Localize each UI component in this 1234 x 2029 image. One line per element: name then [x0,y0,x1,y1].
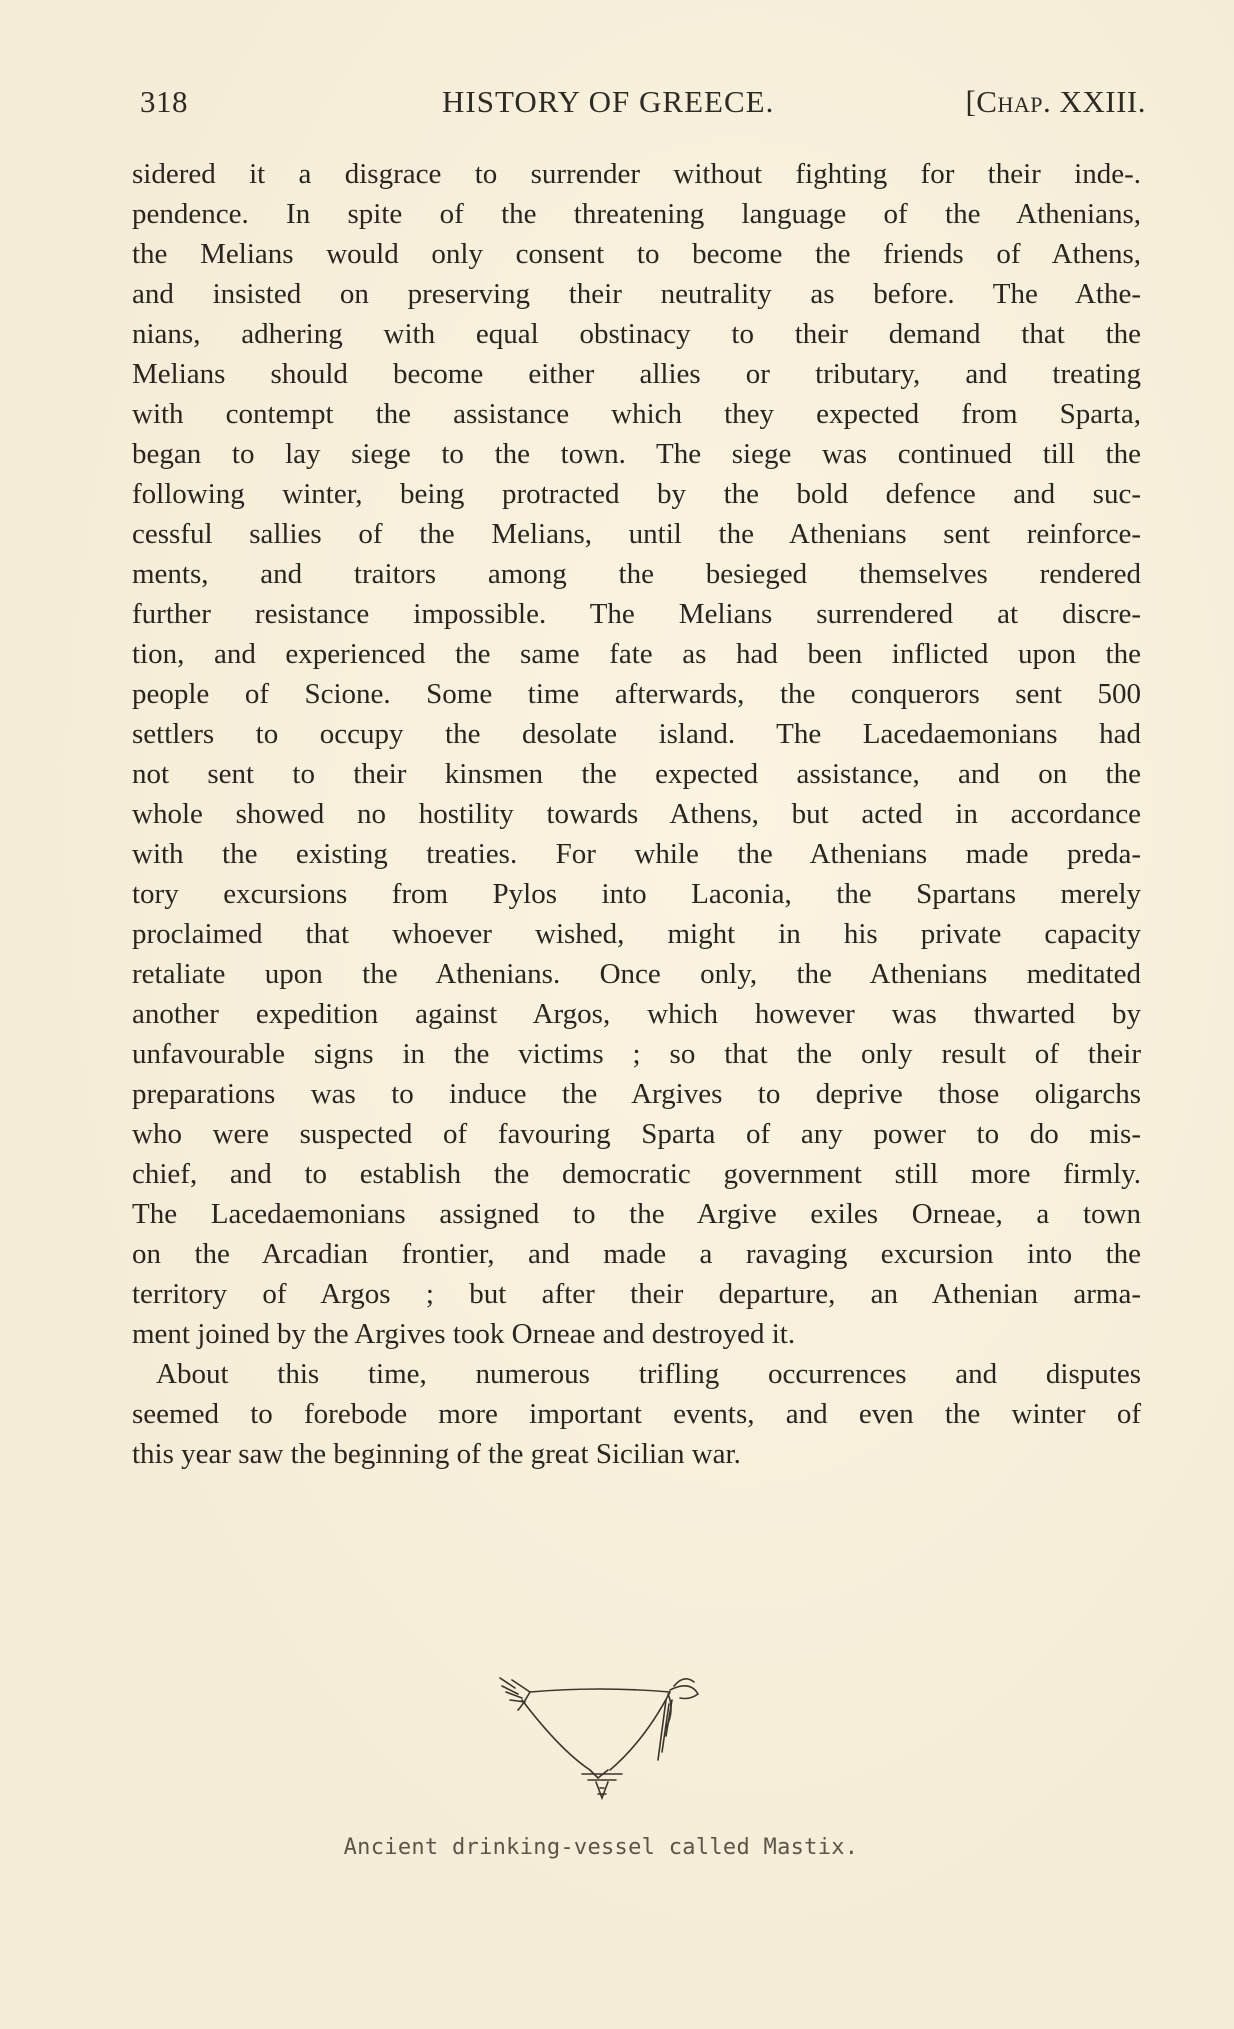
text-line: preparations was to induce the Argives to deprive those oligarchs [132,1078,1141,1110]
text-line: cessful sallies of the Melians, until the Athenians sent reinforce- [132,518,1141,550]
text-line: seemed to forebode more important events, and even the winter of [132,1398,1141,1430]
text-line: Melians should become either allies or tributary, and treating [132,358,1141,390]
text-line: the Melians would only consent to become the friends of Athens, [132,238,1141,270]
text-line: tory excursions from Pylos into Laconia, the Spartans merely [132,878,1141,910]
running-title: HISTORY OF GREECE. [442,84,775,119]
text-line: people of Scione. Some time afterwards, the conquerors sent 500 [132,678,1141,710]
text-line: on the Arcadian frontier, and made a ravaging excursion into the [132,1238,1141,1270]
text-line: settlers to occupy the desolate island. The Lacedaemonians had [132,718,1141,750]
text-line: The Lacedaemonians assigned to the Argive exiles Orneae, a town [132,1198,1141,1230]
running-head [140,84,1146,124]
text-line: this year saw the beginning of the great Sicilian war. [132,1438,741,1470]
text-line: whole showed no hostility towards Athens, but acted in accordance [132,798,1141,830]
text-line: retaliate upon the Athenians. Once only, the Athenians meditated [132,958,1141,990]
figure-caption [0,1835,1234,1860]
text-line: tion, and experienced the same fate as had been inflicted upon the [132,638,1141,670]
text-line: sidered it a disgrace to surrender without fighting for their inde-. [132,158,1141,190]
text-line: proclaimed that whoever wished, might in his private capacity [132,918,1141,950]
text-line: with contempt the assistance which they expected from Sparta, [132,398,1141,430]
text-line: unfavourable signs in the victims ; so that the only result of their [132,1038,1141,1070]
text-line: pendence. In spite of the threatening language of the Athenians, [132,198,1141,230]
text-line: ments, and traitors among the besieged themselves rendered [132,558,1141,590]
text-line: with the existing treaties. For while the Athenians made preda- [132,838,1141,870]
text-line: began to lay siege to the town. The siege was continued till the [132,438,1141,470]
text-line: following winter, being protracted by the bold defence and suc- [132,478,1141,510]
text-line: not sent to their kinsmen the expected assistance, and on the [132,758,1141,790]
text-line: another expedition against Argos, which however was thwarted by [132,998,1141,1030]
text-line: territory of Argos ; but after their departure, an Athenian arma- [132,1278,1141,1310]
text-line: and insisted on preserving their neutrality as before. The Athe- [132,278,1141,310]
text-line: chief, and to establish the democratic government still more firmly. [132,1158,1141,1190]
chapter-reference: [Chap. XXIII. [965,84,1146,119]
text-line: ment joined by the Argives took Orneae and destroyed it. [132,1318,796,1350]
paragraph-start-line: About this time, numerous trifling occurrences and disputes [156,1358,1141,1390]
text-line: nians, adhering with equal obstinacy to their demand that the [132,318,1141,350]
drinking-vessel-icon [470,1670,750,1820]
caption-text: Ancient drinking-vessel called Mastix. [343,1835,859,1860]
body-text [132,154,1141,1474]
text-line: who were suspected of favouring Sparta of any power to do mis- [132,1118,1141,1150]
text-line: further resistance impossible. The Melians surrendered at discre- [132,598,1141,630]
page-number: 318 [140,84,188,119]
